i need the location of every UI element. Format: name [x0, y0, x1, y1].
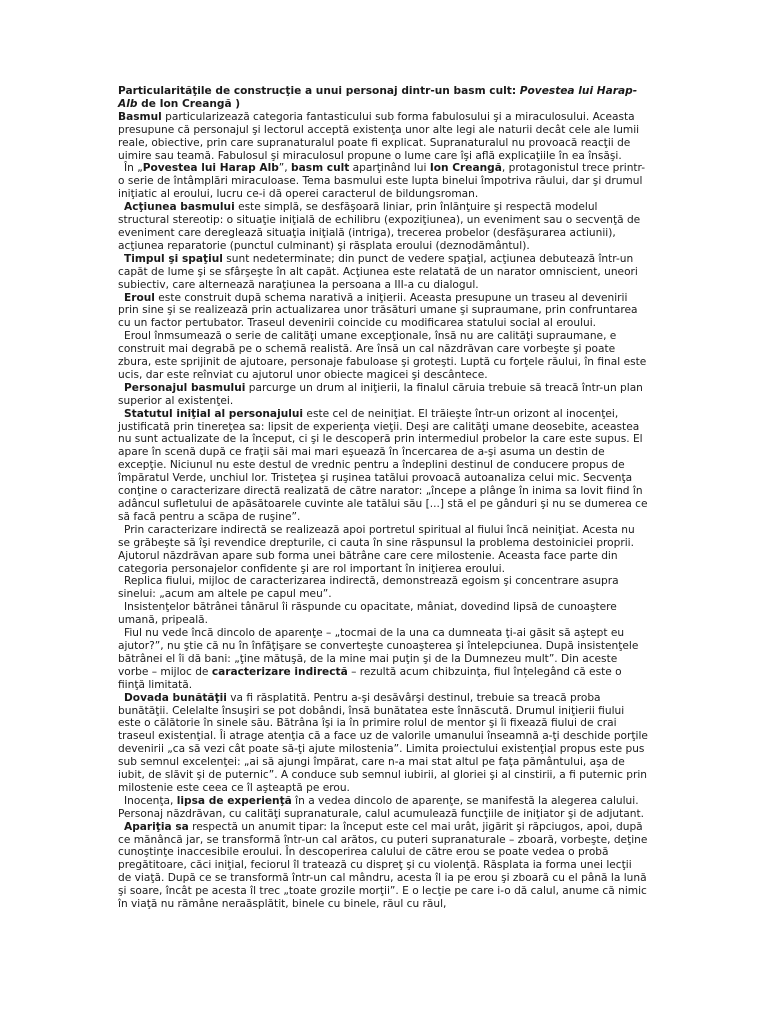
document-title	[118, 85, 648, 111]
paragraph-text: este construit după schema narativă a iniţierii. Aceasta presupune un traseu al devenirii prin sine şi se realizează prin actualizarea unor trăsături umane şi supraumane, prin confruntarea cu un factor pertubator. Traseul devenirii coincide cu modificarea statului social al eroului.	[118, 291, 638, 330]
paragraph-text: În „	[124, 162, 143, 175]
paragraph-text: este simplă, se desfăşoară liniar, prin înlănţuire şi respectă modelul structural stereotip: o situaţie iniţială de echilibru (expoziţiunea), un eveniment sau o secvenţă de eveniment care dereglează situaţia iniţială (intriga), trecerea probelor (desfăşurarea actiunii), acţiunea reparatorie (punctul culminant) şi răsplata eroului (deznodământul).	[118, 201, 641, 252]
bold-term: Personajul basmului	[124, 381, 246, 394]
bold-term: Basmul	[118, 110, 162, 123]
paragraph-text: – rezultă acum chibzuinţa, fiul înțelegând că este o fiinţă limitată.	[118, 665, 622, 691]
paragraph-text: Fiul nu vede încă dincolo de aparenţe – „tocmai de la una ca dumneata ţi-ai găsit să aştept eu ajutor?”, nu ştie că nu în înfăţişare se converteşte cunoaşterea şi întelepciunea. După insistenţele bătrânei el îi dă bani: „ţine mătuşă, de la mine mai puţin şi de la Dumnezeu mult”. Din aceste vorbe – mijloc de	[118, 627, 639, 678]
paragraph-text: Replica fiului, mijloc de caracterizarea indirectă, demonstrează egoism şi concentrare asupra sinelui: „acum am altele pe capul meu”.	[118, 575, 619, 601]
paragraph-text: respectă un anumit tipar: la început este cel mai urât, jigărit şi răpciugos, apoi, după ce mănâncă jar, se transformă într-un cal arătos, cu puteri supranaturale – zboară, vorbeşte, deţine cunoştinţe inaccesibile eroului. În descoperirea calului de către erou se poate vedea o probă pregătitoare, căci iniţial, feciorul îl tratează cu dispreţ şi cu violenţă. Răsplata ia forma unei lecţii de viaţă. După ce se transformă într-un cal mândru, acesta îl ia pe erou şi zboară cu el până la lună şi soare, încât pe acesta îl trec „toate grozile morţii”. E o lecţie pe care i-o dă calul, anume că nimic în viaţă nu rămâne neraăsplătit, binele cu binele, răul cu răul,	[118, 820, 648, 911]
bold-term: Ion Creangă	[429, 162, 502, 175]
bold-term: Povestea lui Harap Alb	[142, 162, 279, 175]
document-page	[118, 85, 648, 911]
paragraph-text: parcurge un drum al iniţierii, la finalul căruia trebuie să treacă într-un plan superior al existenţei.	[118, 381, 643, 407]
paragraph-aparente	[118, 627, 648, 692]
paragraph-text: sunt nedeterminate; din punct de vedere spaţial, acţiunea debutează într-un capăt de lume şi se sfârşeşte în alt capăt. Acţiunea este relatată de un narator omniscient, uneori subiectiv, care alternează naraţiunea la persoana a III-a cu dialogul.	[118, 252, 638, 291]
bold-term: caracterizare indirectă	[211, 665, 348, 678]
paragraph-statutul	[118, 408, 648, 524]
paragraph-text: Inocenţa,	[124, 794, 177, 807]
paragraph-text: este cel de neiniţiat. El trăieşte într-un orizont al inocenţei, justificată prin tinereţea sa: lipsit de experienţa vieţii. Deşi are calităţi umane deosebite, aceastea nu sunt actualizate de la început, ci şi le descoperă prin intermediul probelor la care este supus. El apare în scenă după ce fraţii săi mai mari eşuează în încercarea de a-şi asuma un destin de excepţie. Niciunul nu este destul de vrednic pentru a îndeplini destinul de conducere propus de împăratul Verde, unchiul lor. Tristeţea şi ruşinea tatălui provoacă autoanaliza celui mic. Secvenţa conţine o caracterizare directă realizată de către narator: „începe a plânge în inima sa lovit fiind în adâncul sufletului de apăsătoarele cuvinte ale tatălui său [...] stă el pe gânduri şi nu se dumerea ce să facă pentru a scăpa de ruşine”.	[118, 407, 648, 523]
paragraph-harap-alb	[118, 162, 648, 201]
paragraph-aparitia	[118, 821, 648, 911]
paragraph-text: aparţinând lui	[349, 162, 430, 175]
title-part-1: Particularităţile de construcţie a unui personaj dintr-un basm cult:	[118, 85, 520, 97]
paragraph-text: Eroul înmsumează o serie de calităţi umane excepţionale, însă nu are calităţi supraumane, e construit mai degrabă pe o schemă realistă. Are însă un cal năzdrăvan care vorbeşte şi poate zbura, este sprijinit de ajutoare, personaje fabuloase şi groteşti. Luptă cu forţele răului, în final este ucis, dar este reînviat cu ajutorul unor obiecte magicei şi descântece.	[118, 330, 647, 381]
paragraph-bunatatea	[118, 692, 648, 795]
paragraph-actiunea	[118, 201, 648, 253]
title-part-3: de Ion Creangă )	[137, 97, 241, 110]
paragraph-text: va fi răsplatită. Pentru a-şi desăvârşi destinul, trebuie sa treacă proba bunătăţii. Celelalte însuşiri se pot dobândi, însă bunătatea este înnăscută. Drumul iniţierii fiului este o călătorie în sinele său. Bătrâna îşi ia în primire rolul de mentor şi îi fixează fiului de crai traseul existenţial. Îi atrage atenţia că a face uz de valorile umanului înseamnă a-ţi deschide porţile devenirii „ca să vezi cât poate să-ţi ajute milostenia”. Limita proiectului existenţial propus este pus sub semnul excelenţei: „ai să ajungi împărat, care n-a mai stat altul pe faţa pământului, aşa de iubit, de slăvit şi de puternic”. A conduce sub semnul iubirii, al gloriei şi al cinstirii, a fi puternic prin milostenie este ceea ce îl aşteaptă pe erou.	[118, 691, 648, 794]
bold-term: basm cult	[291, 162, 350, 175]
bold-term: lipsa de experienţă	[176, 794, 292, 807]
paragraph-text: Insistenţelor bătrânei tânărul îi răspunde cu opacitate, mâniat, dovedind lipsă de cunoaştere umană, pripeală.	[118, 601, 617, 627]
paragraph-timpul	[118, 253, 648, 292]
paragraph-eroul	[118, 292, 648, 331]
bold-term: Eroul	[124, 291, 155, 304]
paragraph-eroul-calitati	[118, 330, 648, 382]
paragraph-insistente	[118, 601, 648, 627]
title-work-name: Povestea lui Harap-Alb	[118, 85, 638, 110]
bold-term: Statutul iniţial al personajului	[124, 407, 304, 420]
paragraph-basmul	[118, 111, 648, 163]
paragraph-text: Prin caracterizare indirectă se realizează apoi portretul spiritual al fiului încă neiniţiat. Acesta nu se grăbeşte să îşi revendice drepturile, ci cauta în sine răspunsul la problema destoiniciei proprii. Ajutorul năzdrăvan apare sub forma unei bătrâne care cere milostenie. Aceasta face parte din categoria personajelor confidente şi are rol important în iniţierea eroului.	[118, 523, 635, 575]
bold-term: Apariţia sa	[124, 820, 189, 833]
paragraph-text: ”,	[278, 162, 292, 175]
bold-term: Dovada bunătăţii	[124, 691, 227, 704]
paragraph-personajul	[118, 382, 648, 408]
paragraph-text: în a vedea dincolo de aparenţe, se manifestă la alegerea calului. Personaj năzdrăvan, cu calităţi supranaturale, calul acumulează funcţiile de iniţiator şi de adjutant.	[118, 794, 645, 820]
paragraph-text: , protagonistul trece printr-o serie de întâmplări miraculoase. Tema basmului este lupta binelui împotriva răului, dar şi drumul iniţiatic al eroului, lucru ce-i dă operei caracterul de bildungsroman.	[118, 162, 646, 201]
paragraph-caracterizare-indirecta	[118, 524, 648, 576]
paragraph-inocenta	[118, 795, 648, 821]
bold-term: Acţiunea basmului	[124, 201, 235, 214]
paragraph-text: particularizează categoria fantasticului sub forma fabulosului şi a miraculosului. Aceasta presupune că personajul şi lectorul acceptă existenţa unor alte legi ale naturii decât cele ale lumii reale, obiective, prin care supranaturalul poate fi explicat. Supranaturalul nu provoacă reacţii de uimire sau teamă. Fabulosul şi miraculosul propune o lume care îşi află explicaţiile în ea însăşi.	[118, 110, 640, 162]
paragraph-replica	[118, 575, 648, 601]
bold-term: Timpul şi spaţiul	[124, 252, 223, 265]
